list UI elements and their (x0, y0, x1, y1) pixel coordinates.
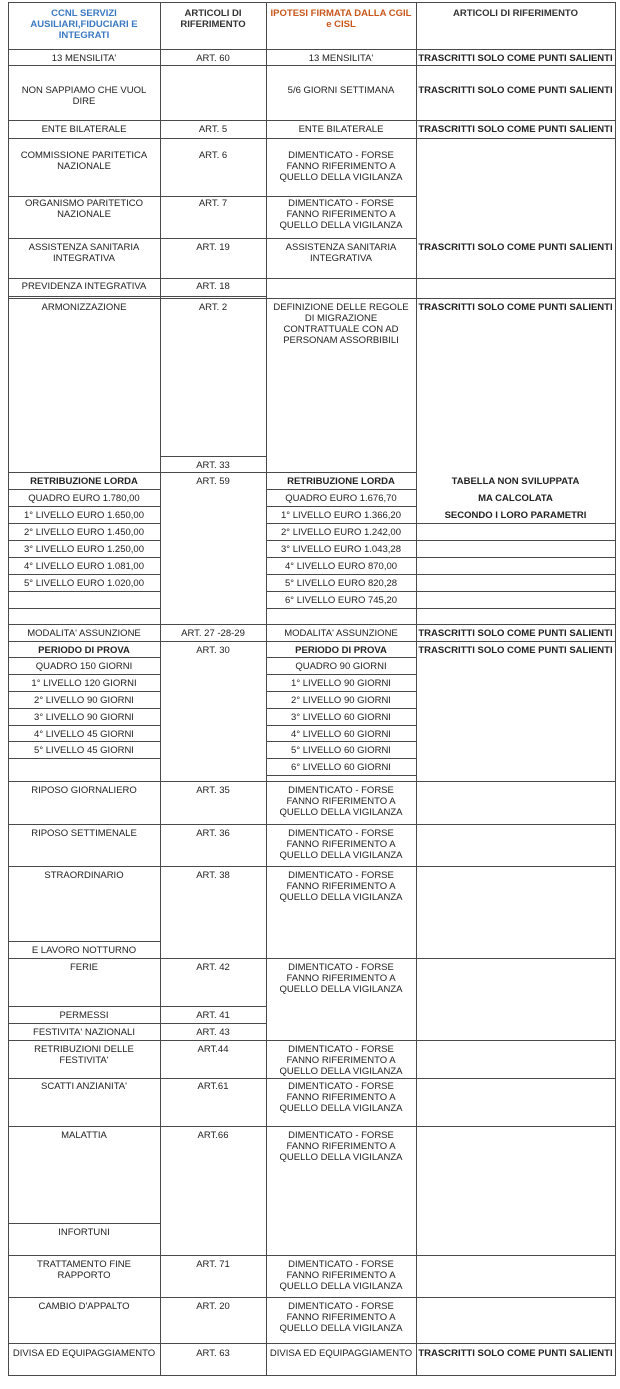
ccnl-cell: 3° LIVELLO 90 GIORNI (34, 712, 134, 723)
table-rule (416, 2, 417, 1376)
note-cell: TRASCRITTI SOLO COME PUNTI SALIENTI (418, 85, 613, 96)
table-rule (8, 540, 161, 541)
ipotesi-cell: 6° LIVELLO 60 GIORNI (291, 762, 391, 773)
table-rule (8, 506, 161, 507)
ipotesi-cell: 1° LIVELLO EURO 1.366,20 (281, 510, 401, 521)
table-rule (8, 2, 616, 3)
ipotesi-cell: DIMENTICATO - FORSE FANNO RIFERIMENTO A QUELLO DELLA VIGILANZA (279, 785, 403, 818)
ipotesi-cell: MODALITA' ASSUNZIONE (284, 628, 398, 639)
ccnl-cell: RIPOSO SETTIMENALE (31, 828, 137, 839)
ipotesi-cell: RETRIBUZIONE LORDA (287, 476, 395, 487)
ipotesi-cell: DIMENTICATO - FORSE FANNO RIFERIMENTO A QUELLO DELLA VIGILANZA (279, 1081, 403, 1114)
table-rule (8, 674, 161, 675)
ipotesi-cell: PERIODO DI PROVA (295, 645, 387, 656)
ipotesi-cell: QUADRO EURO 1.676,70 (285, 493, 397, 504)
ipotesi-cell: DIMENTICATO - FORSE FANNO RIFERIMENTO A QUELLO DELLA VIGILANZA (279, 1044, 403, 1077)
table-rule (8, 523, 161, 524)
table-rule (266, 506, 417, 507)
ipotesi-cell: 1° LIVELLO 90 GIORNI (291, 678, 391, 689)
article-ref-cell: ART. 19 (196, 242, 230, 253)
article-ref-cell: ART.61 (197, 1081, 229, 1092)
ccnl-cell: 3° LIVELLO EURO 1.250,00 (24, 544, 144, 555)
table-rule (8, 608, 161, 609)
ccnl-cell: 2° LIVELLO 90 GIORNI (34, 695, 134, 706)
ccnl-cell: MALATTIA (61, 1130, 107, 1141)
header-ccnl-servizi: CCNL SERVIZI AUSILIARI,FIDUCIARI E INTEGRATI (30, 8, 138, 41)
ipotesi-cell: DIVISA ED EQUIPAGGIAMENTO (269, 1348, 413, 1359)
ipotesi-cell: DEFINIZIONE DELLE REGOLE DI MIGRAZIONE CONTRATTUALE CON AD PERSONAM ASSORBIBILI (273, 302, 409, 346)
note-cell: MA CALCOLATA (478, 493, 553, 504)
table-rule (8, 557, 161, 558)
note-cell: SECONDO I LORO PARAMETRI (444, 510, 587, 521)
ccnl-cell: RETRIBUZIONI DELLE FESTIVITA' (34, 1044, 134, 1066)
table-rule (266, 523, 616, 524)
article-ref-cell: ART. 42 (196, 962, 230, 973)
ccnl-cell: 5° LIVELLO EURO 1.020,00 (24, 578, 144, 589)
ccnl-cell: RIPOSO GIORNALIERO (31, 785, 137, 796)
article-ref-cell: ART. 60 (196, 53, 230, 64)
ipotesi-cell: 13 MENSILITA' (308, 53, 374, 64)
ipotesi-cell: ASSISTENZA SANITARIA INTEGRATIVA (285, 242, 397, 264)
table-rule (8, 49, 616, 50)
article-ref-cell: ART. 59 (196, 476, 230, 487)
table-rule (266, 758, 417, 759)
table-rule (8, 296, 267, 297)
ccnl-cell: 5° LIVELLO 45 GIORNI (34, 745, 134, 756)
table-rule (8, 781, 616, 782)
table-rule (8, 65, 616, 66)
note-cell: TABELLA NON SVILUPPATA (451, 476, 580, 487)
article-ref-cell: ART.66 (197, 1130, 229, 1141)
article-ref-cell: ART. 5 (198, 124, 228, 135)
ipotesi-cell: 3° LIVELLO EURO 1.043,28 (281, 544, 401, 555)
article-ref-cell: ART. 27 -28-29 (181, 628, 245, 639)
table-rule (266, 591, 616, 592)
article-ref-cell: ART. 30 (196, 645, 230, 656)
ipotesi-cell: 5° LIVELLO EURO 820,28 (284, 578, 398, 589)
table-rule (8, 278, 616, 279)
article-ref-cell: ART. 71 (196, 1259, 230, 1270)
ipotesi-cell: QUADRO 90 GIORNI (295, 661, 387, 672)
table-rule (615, 2, 616, 1376)
ccnl-cell: 2° LIVELLO EURO 1.450,00 (24, 527, 144, 538)
ccnl-cell: FERIE (70, 962, 98, 973)
ccnl-cell: QUADRO EURO 1.780,00 (28, 493, 140, 504)
ccnl-cell: E LAVORO NOTTURNO (31, 945, 137, 956)
article-ref-cell: ART. 41 (196, 1010, 230, 1021)
table-rule (8, 624, 616, 625)
article-ref-cell: ART. 6 (198, 150, 228, 161)
table-rule (8, 120, 616, 121)
header-articoli-1: ARTICOLI DI RIFERIMENTO (180, 8, 246, 30)
ccnl-cell: ENTE BILATERALE (41, 124, 127, 135)
article-ref-cell: ART. 18 (196, 281, 230, 292)
ipotesi-cell: DIMENTICATO - FORSE FANNO RIFERIMENTO A QUELLO DELLA VIGILANZA (279, 962, 403, 995)
note-cell: TRASCRITTI SOLO COME PUNTI SALIENTI (418, 124, 613, 135)
ipotesi-cell: DIMENTICATO - FORSE FANNO RIFERIMENTO A QUELLO DELLA VIGILANZA (279, 1259, 403, 1292)
ccnl-cell: COMMISSIONE PARITETICA NAZIONALE (20, 150, 148, 172)
table-rule (8, 472, 267, 473)
table-rule (8, 1023, 267, 1024)
table-rule (160, 456, 267, 457)
table-rule (266, 725, 417, 726)
table-rule (8, 489, 161, 490)
ipotesi-cell: 2° LIVELLO EURO 1.242,00 (281, 527, 401, 538)
ccnl-cell: NON SAPPIAMO CHE VUOL DIRE (21, 85, 147, 107)
article-ref-cell: ART. 2 (198, 302, 228, 313)
table-rule (8, 725, 161, 726)
ccnl-cell: CAMBIO D'APPALTO (38, 1301, 130, 1312)
table-rule (8, 641, 616, 642)
ccnl-cell: 4° LIVELLO 45 GIORNI (34, 729, 134, 740)
table-rule (8, 298, 616, 299)
table-rule (8, 691, 161, 692)
ccnl-cell: PERIODO DI PROVA (38, 645, 130, 656)
table-rule (266, 674, 417, 675)
table-rule (8, 758, 161, 759)
ccnl-cell: RETRIBUZIONE LORDA (30, 476, 138, 487)
ipotesi-cell: 4° LIVELLO EURO 870,00 (284, 561, 398, 572)
article-ref-cell: ART.44 (197, 1044, 229, 1055)
ipotesi-cell: ENTE BILATERALE (298, 124, 384, 135)
note-cell: TRASCRITTI SOLO COME PUNTI SALIENTI (418, 628, 613, 639)
article-ref-cell: ART. 36 (196, 828, 230, 839)
ccnl-cell: INFORTUNI (58, 1227, 110, 1238)
ipotesi-cell: 3° LIVELLO 60 GIORNI (291, 712, 391, 723)
ccnl-cell: PREVIDENZA INTEGRATIVA (21, 281, 147, 292)
table-rule (8, 1223, 161, 1224)
ccnl-cell: STRAORDINARIO (44, 870, 124, 881)
table-rule (8, 1078, 616, 1079)
ipotesi-cell: DIMENTICATO - FORSE FANNO RIFERIMENTO A QUELLO DELLA VIGILANZA (279, 870, 403, 903)
ccnl-cell: ORGANISMO PARITETICO NAZIONALE (24, 198, 144, 220)
table-rule (8, 196, 417, 197)
ccnl-cell: 4° LIVELLO EURO 1.081,00 (24, 561, 144, 572)
ccnl-cell: PERMESSI (59, 1010, 109, 1021)
table-rule (8, 1343, 616, 1344)
table-rule (8, 1297, 616, 1298)
table-rule (266, 557, 616, 558)
header-ipotesi-cgil-cisl: IPOTESI FIRMATA DALLA CGIL e CISL (270, 8, 412, 30)
note-cell: TRASCRITTI SOLO COME PUNTI SALIENTI (418, 1348, 613, 1359)
ccnl-cell: TRATTAMENTO FINE RAPPORTO (37, 1259, 131, 1281)
ipotesi-cell: 4° LIVELLO 60 GIORNI (291, 729, 391, 740)
table-rule (8, 708, 161, 709)
table-rule (266, 489, 417, 490)
table-rule (266, 608, 616, 609)
table-rule (266, 691, 417, 692)
table-rule (8, 1126, 616, 1127)
ccnl-cell: SCATTI ANZIANITA' (41, 1081, 127, 1092)
table-rule (266, 540, 616, 541)
table-rule (8, 591, 161, 592)
ccnl-cell: QUADRO 150 GIORNI (35, 661, 133, 672)
table-rule (8, 1006, 267, 1007)
table-rule (8, 1040, 616, 1041)
ipotesi-cell: 5/6 GIORNI SETTIMANA (287, 85, 395, 96)
note-cell: TRASCRITTI SOLO COME PUNTI SALIENTI (418, 53, 613, 64)
ipotesi-cell: 2° LIVELLO 90 GIORNI (291, 695, 391, 706)
ipotesi-cell: DIMENTICATO - FORSE FANNO RIFERIMENTO A QUELLO DELLA VIGILANZA (279, 1301, 403, 1334)
ccnl-cell: ARMONIZZAZIONE (41, 302, 127, 313)
table-rule (8, 941, 161, 942)
header-articoli-2: ARTICOLI DI RIFERIMENTO (453, 8, 578, 19)
article-ref-cell: ART. 20 (196, 1301, 230, 1312)
note-cell: TRASCRITTI SOLO COME PUNTI SALIENTI (418, 645, 613, 656)
article-ref-cell: ART. 43 (196, 1027, 230, 1038)
article-ref-cell: ART. 7 (198, 198, 228, 209)
article-ref-cell: ART. 38 (196, 870, 230, 881)
ccnl-cell: 1° LIVELLO 120 GIORNI (31, 678, 137, 689)
table-rule (266, 708, 417, 709)
table-rule (266, 657, 417, 658)
ccnl-cell: 13 MENSILITA' (51, 53, 117, 64)
ipotesi-cell: DIMENTICATO - FORSE FANNO RIFERIMENTO A QUELLO DELLA VIGILANZA (279, 198, 403, 231)
table-rule (266, 775, 417, 776)
table-rule (266, 741, 417, 742)
table-rule (266, 472, 417, 473)
article-ref-cell: ART. 33 (196, 460, 230, 471)
ccnl-cell: FESTIVITA' NAZIONALI (33, 1027, 135, 1038)
note-cell: TRASCRITTI SOLO COME PUNTI SALIENTI (418, 242, 613, 253)
table-rule (8, 866, 616, 867)
ipotesi-cell: DIMENTICATO - FORSE FANNO RIFERIMENTO A QUELLO DELLA VIGILANZA (279, 150, 403, 183)
note-cell: TRASCRITTI SOLO COME PUNTI SALIENTI (418, 302, 613, 313)
article-ref-cell: ART. 35 (196, 785, 230, 796)
ipotesi-cell: DIMENTICATO - FORSE FANNO RIFERIMENTO A QUELLO DELLA VIGILANZA (279, 828, 403, 861)
ipotesi-cell: 5° LIVELLO 60 GIORNI (291, 745, 391, 756)
table-rule (8, 824, 616, 825)
ipotesi-cell: 6° LIVELLO EURO 745,20 (284, 595, 398, 606)
table-rule (8, 741, 161, 742)
table-rule (8, 574, 161, 575)
ccnl-cell: ASSISTENZA SANITARIA INTEGRATIVA (28, 242, 140, 264)
table-rule (8, 958, 616, 959)
table-rule (8, 1255, 616, 1256)
table-rule (266, 574, 616, 575)
ccnl-cell: DIVISA ED EQUIPAGGIAMENTO (12, 1348, 156, 1359)
table-rule (8, 238, 417, 239)
table-rule (8, 138, 616, 139)
ccnl-cell: 1° LIVELLO EURO 1.650,00 (24, 510, 144, 521)
ccnl-cell: MODALITA' ASSUNZIONE (27, 628, 141, 639)
article-ref-cell: ART. 63 (196, 1348, 230, 1359)
ipotesi-cell: DIMENTICATO - FORSE FANNO RIFERIMENTO A QUELLO DELLA VIGILANZA (279, 1130, 403, 1163)
table-rule (8, 657, 161, 658)
table-rule (8, 1375, 616, 1376)
